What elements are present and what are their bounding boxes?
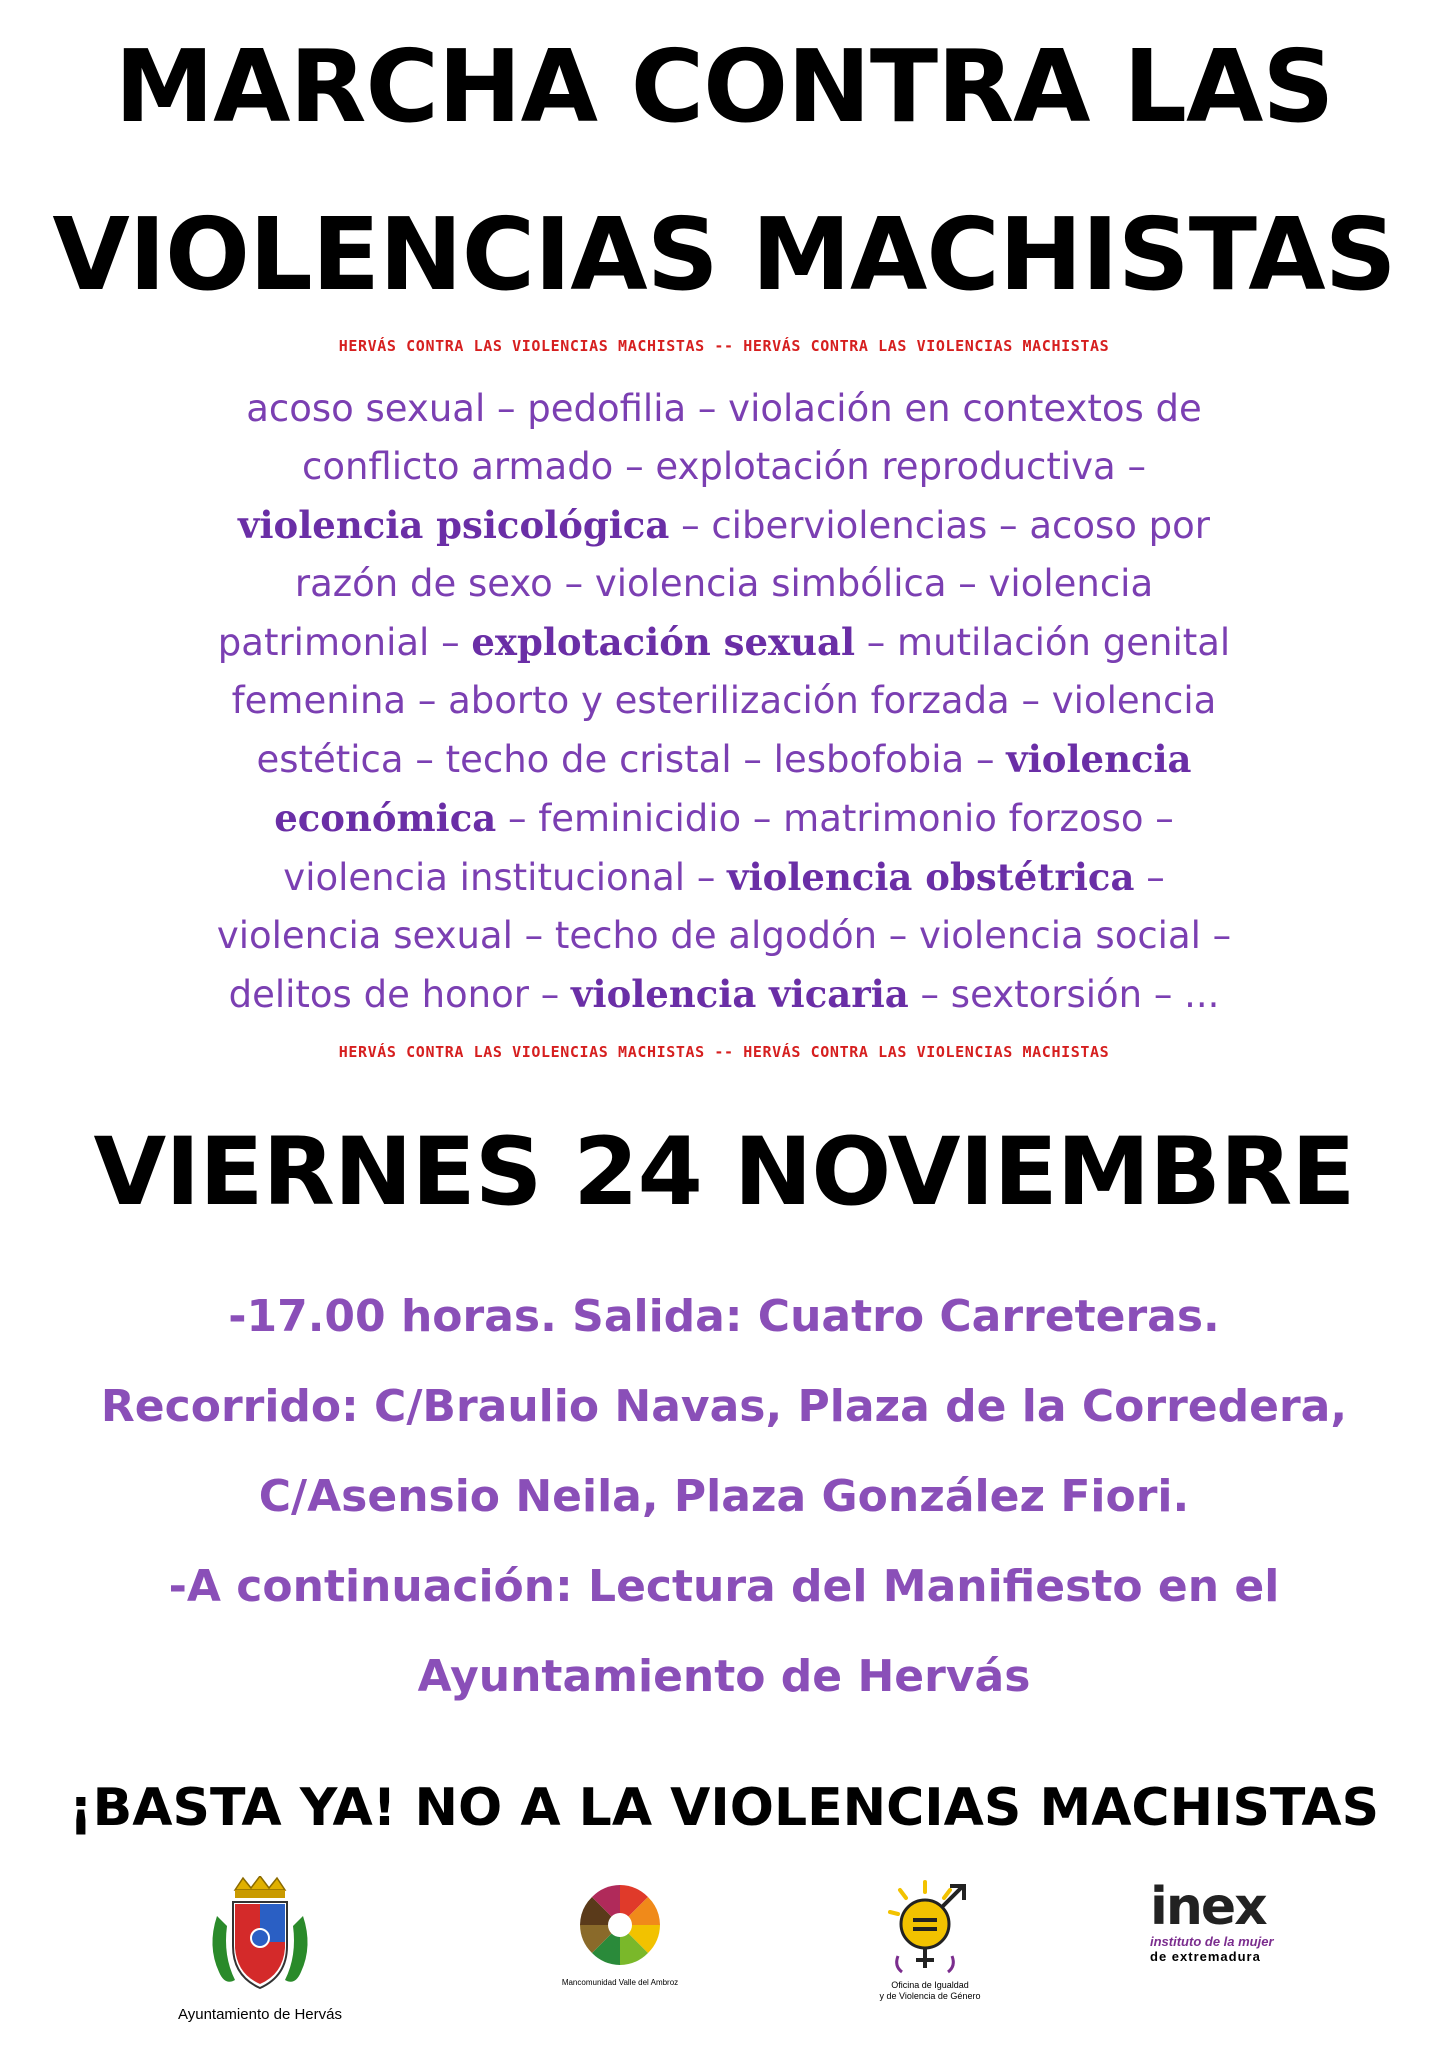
- highlighted-term: económica: [274, 796, 497, 840]
- banner-top: HERVÁS CONTRA LAS VIOLENCIAS MACHISTAS -- HERVÁS CONTRA LAS VIOLENCIAS MACHISTAS: [338, 337, 1110, 355]
- event-detail-line: -A continuación: Lectura del Manifiesto en el: [168, 1561, 1280, 1612]
- oficina-caption-1: Oficina de Igualdad: [891, 1980, 969, 1990]
- mancomunidad-caption: Mancomunidad Valle del Ambroz: [561, 1978, 679, 1987]
- term-text: violencia sexual – techo de algodón – violencia social –: [216, 914, 1232, 957]
- violence-types-line: [150, 672, 1298, 730]
- event-detail-line: -17.00 horas. Salida: Cuatro Carreteras.: [228, 1291, 1220, 1342]
- event-details: [60, 1272, 1388, 1722]
- gender-equality-icon: [880, 1876, 980, 1976]
- term-text: estética – techo de cristal – lesbofobia –: [256, 738, 1007, 781]
- term-text: violencia institucional –: [283, 856, 728, 899]
- title-line-1: MARCHA CONTRA LAS: [114, 28, 1334, 145]
- term-text: conflicto armado – explotación reproductiva –: [301, 445, 1146, 488]
- event-detail-line: Recorrido: C/Braulio Navas, Plaza de la Corredera,: [100, 1381, 1348, 1432]
- term-text: femenina – aborto y esterilización forzada – violencia: [231, 679, 1217, 722]
- oficina-caption-2: y de Violencia de Género: [879, 1991, 981, 2001]
- ayuntamiento-caption: Ayuntamiento de Hervás: [178, 2006, 342, 2023]
- violence-types-line: [150, 496, 1298, 555]
- slogan: ¡BASTA YA! NO A LA VIOLENCIAS MACHISTAS: [68, 1778, 1380, 1838]
- inex-line-2: de extremadura: [1150, 1949, 1261, 1964]
- oficina-igualdad-logo: [850, 1876, 1010, 2002]
- banner-bottom: HERVÁS CONTRA LAS VIOLENCIAS MACHISTAS -- HERVÁS CONTRA LAS VIOLENCIAS MACHISTAS: [338, 1043, 1110, 1061]
- violence-types-line: [150, 613, 1298, 672]
- highlighted-term: violencia psicológica: [238, 503, 670, 547]
- term-text: razón de sexo – violencia simbólica – violencia: [294, 562, 1154, 605]
- term-text: – ciberviolencias – acoso por: [669, 504, 1210, 547]
- term-text: delitos de honor –: [228, 973, 572, 1016]
- color-wheel-icon: [575, 1880, 665, 1970]
- violence-types-line: [150, 848, 1298, 907]
- term-text: – sextorsión – ...: [908, 973, 1220, 1016]
- violence-types-line: [150, 555, 1298, 613]
- violence-types-line: [150, 907, 1298, 965]
- highlighted-term: violencia vicaria: [571, 972, 909, 1016]
- violence-types-line: [150, 965, 1298, 1024]
- coat-of-arms-icon: [205, 1876, 315, 1996]
- event-date: VIERNES 24 NOVIEMBRE: [93, 1118, 1355, 1227]
- term-text: –: [1134, 856, 1165, 899]
- inex-logo: [1150, 1877, 1320, 1964]
- violence-types-line: [150, 380, 1298, 438]
- violence-types-line: [150, 730, 1298, 789]
- ayuntamiento-logo: [150, 1876, 370, 2023]
- term-text: – mutilación genital: [855, 621, 1231, 664]
- highlighted-term: explotación sexual: [471, 620, 856, 664]
- violence-types-line: [150, 438, 1298, 496]
- term-text: acoso sexual – pedofilia – violación en contextos de: [246, 387, 1202, 430]
- violence-types-list: [150, 380, 1298, 1024]
- mancomunidad-logo: [540, 1880, 700, 1987]
- title-line-2: VIOLENCIAS MACHISTAS: [52, 196, 1396, 313]
- term-text: patrimonial –: [217, 621, 472, 664]
- term-text: – feminicidio – matrimonio forzoso –: [496, 797, 1174, 840]
- violence-types-line: [150, 789, 1298, 848]
- highlighted-term: violencia: [1006, 737, 1192, 781]
- inex-line-1: instituto de la mujer: [1150, 1934, 1274, 1949]
- event-detail-line: C/Asensio Neila, Plaza González Fiori.: [258, 1471, 1190, 1522]
- event-detail-line: Ayuntamiento de Hervás: [417, 1651, 1031, 1702]
- inex-mark: inex: [1150, 1877, 1266, 1937]
- highlighted-term: violencia obstétrica: [727, 855, 1135, 899]
